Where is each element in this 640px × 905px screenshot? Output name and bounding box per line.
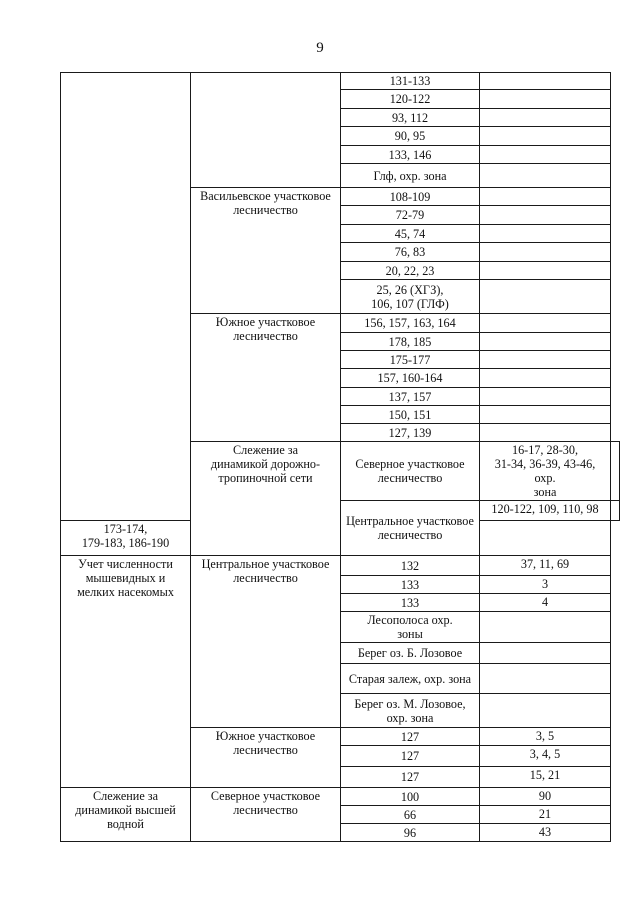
table-cell-col4: 16-17, 28-30, 31-34, 36-39, 43-46, охр. зона [480, 442, 611, 501]
table-cell-col3: Центральное участковое лесничество [341, 501, 480, 556]
table-cell-col2 [191, 73, 341, 188]
table-cell-col4: 90 [480, 788, 611, 806]
table-cell-col4: 43 [480, 824, 611, 842]
table-cell-col4 [480, 333, 611, 351]
page-number: 9 [316, 40, 324, 56]
table-cell-col2: Северное участковое лесничество [191, 788, 341, 842]
table-cell-col3: 66 [341, 806, 480, 824]
table-cell-col3: 90, 95 [341, 127, 480, 146]
table-cell-col3: 76, 83 [341, 243, 480, 262]
table-cell-col4 [480, 351, 611, 369]
table-cell-col4 [480, 406, 611, 424]
table-cell-col3: 25, 26 (ХГЗ), 106, 107 (ГЛФ) [341, 280, 480, 314]
table-cell-col2: Васильевское участковое лесничество [191, 188, 341, 314]
table-cell-col4 [480, 262, 611, 280]
table-cell-col3: Берег оз. Б. Лозовое [341, 643, 480, 664]
table-cell-col4 [480, 280, 611, 314]
table-cell-col5 [611, 442, 620, 501]
table-cell-col3: 127 [341, 767, 480, 788]
table-cell-col4: 15, 21 [480, 767, 611, 788]
table-cell-col4 [480, 643, 611, 664]
table-cell-col4 [480, 225, 611, 243]
table-cell-col3: 93, 112 [341, 109, 480, 127]
table-cell-col4: 120-122, 109, 110, 98 [480, 501, 611, 521]
table-cell-col3: 156, 157, 163, 164 [341, 314, 480, 333]
table-row [61, 73, 620, 90]
table-cell-col3: Северное участковое лесничество [341, 442, 480, 501]
table-row [61, 556, 620, 576]
table-cell-col4 [480, 664, 611, 694]
table-cell-col1: Слежение за динамикой высшей водной [61, 788, 191, 842]
table-cell-col3: 157, 160-164 [341, 369, 480, 388]
table-cell-col4 [480, 146, 611, 164]
table-cell-col1: 173-174, 179-183, 186-190 [61, 521, 191, 556]
table-cell-col4 [480, 164, 611, 188]
monitoring-table [60, 72, 620, 842]
table-cell-col3: 133 [341, 594, 480, 612]
table-cell-col3: 127, 139 [341, 424, 480, 442]
table-cell-col4: 3, 4, 5 [480, 746, 611, 767]
table-cell-col3: 178, 185 [341, 333, 480, 351]
table-cell-col5 [611, 501, 620, 521]
table-cell-col4: 21 [480, 806, 611, 824]
table-cell-col3: 100 [341, 788, 480, 806]
table-cell-col4 [480, 521, 611, 556]
table-cell-col3: 175-177 [341, 351, 480, 369]
table-cell-col3: 20, 22, 23 [341, 262, 480, 280]
table-cell-col3: 133 [341, 576, 480, 594]
table-cell-col4 [480, 314, 611, 333]
table-cell-col4 [480, 73, 611, 90]
table-cell-col4 [480, 424, 611, 442]
table-cell-col3: Старая залеж, охр. зона [341, 664, 480, 694]
table-cell-col4 [480, 388, 611, 406]
table-cell-col3: Берег оз. М. Лозовое, охр. зона [341, 694, 480, 728]
table-cell-col2: Южное участковое лесничество [191, 314, 341, 442]
table-cell-col1 [61, 73, 191, 521]
table-cell-col3: 120-122 [341, 90, 480, 109]
table-cell-col3: 96 [341, 824, 480, 842]
table-cell-col3: 137, 157 [341, 388, 480, 406]
table-row [61, 788, 620, 806]
table-cell-col4 [480, 109, 611, 127]
table-cell-col4 [480, 90, 611, 109]
table-cell-col2: Южное участковое лесничество [191, 728, 341, 788]
table-cell-col4 [480, 188, 611, 206]
table-cell-col3: 131-133 [341, 73, 480, 90]
table-cell-col3: Лесополоса охр. зоны [341, 612, 480, 643]
table-cell-col4 [480, 694, 611, 728]
table-cell-col4: 37, 11, 69 [480, 556, 611, 576]
table-cell-col4: 4 [480, 594, 611, 612]
table-cell-col4 [480, 127, 611, 146]
table-cell-col3: 108-109 [341, 188, 480, 206]
table-cell-col3: 72-79 [341, 206, 480, 225]
monitoring-table-body [61, 73, 620, 842]
table-cell-col1: Учет численности мышевидных и мелких насекомых [61, 556, 191, 788]
table-cell-col3: 127 [341, 728, 480, 746]
table-cell-col2: Центральное участковое лесничество [191, 556, 341, 728]
table-cell-col3: Глф, охр. зона [341, 164, 480, 188]
table-cell-col4 [480, 206, 611, 225]
table-cell-col4 [480, 612, 611, 643]
table-cell-col3: 127 [341, 746, 480, 767]
table-cell-col4: 3, 5 [480, 728, 611, 746]
table-cell-col3: 45, 74 [341, 225, 480, 243]
table-cell-col4 [480, 369, 611, 388]
table-cell-col3: 132 [341, 556, 480, 576]
table-cell-col3: 133, 146 [341, 146, 480, 164]
table-cell-col3: 150, 151 [341, 406, 480, 424]
table-cell-col2: Слежение за динамикой дорожно- тропиночной сети [191, 442, 341, 556]
table-cell-col4: 3 [480, 576, 611, 594]
table-cell-col4 [480, 243, 611, 262]
